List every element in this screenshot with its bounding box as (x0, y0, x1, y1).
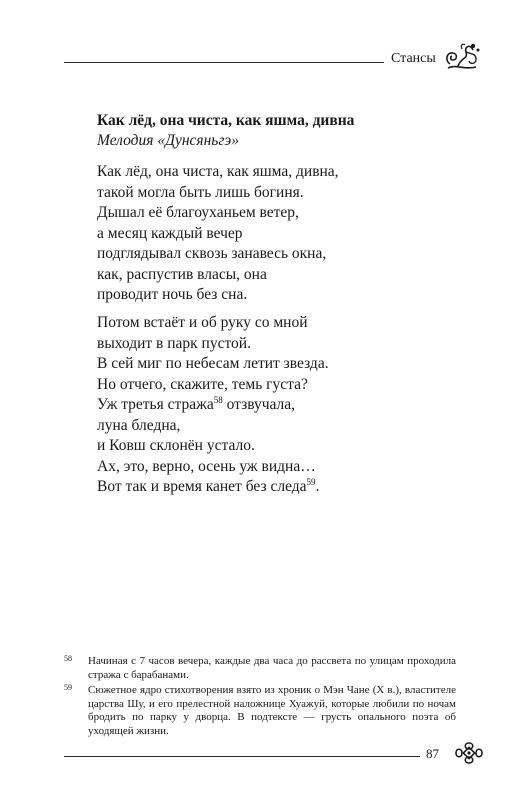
verse-line-with-footnote (97, 477, 329, 498)
floral-ornament-icon (442, 40, 482, 72)
verse-text: отзвучала, (222, 396, 296, 413)
verse-line: луна бледна, (97, 416, 181, 434)
verse-line: Ах, это, верно, осень уж видна… (97, 457, 316, 475)
footnote-text: Начиная с 7 часов вечера, каждые два часа до рассвета по улицам проходила стража с барабанами. (88, 655, 456, 681)
footnote-ref-58[interactable]: 58 (213, 395, 223, 405)
verse-line: подглядывал сквозь занавесь окна, (97, 245, 327, 262)
header-rule (64, 62, 384, 63)
poem-title: Как лёд, она чиста, как яшма, дивна (97, 112, 355, 129)
footnotes (64, 655, 456, 740)
verse-line: Потом встаёт и об руку со мной (97, 314, 308, 331)
verse-line: Дышал её благоуханьем ветер, (97, 204, 299, 221)
verse-line: выходит в парк пустой. (97, 334, 251, 352)
verse-line-with-footnote (97, 395, 329, 416)
running-header-title: Стансы (391, 51, 436, 66)
verse-line: В сей миг по небесам летит звезда. (97, 355, 329, 372)
knot-ornament-icon (452, 740, 486, 766)
verse-text: Вот так и время канет без следа (97, 478, 307, 495)
footnote (64, 655, 456, 682)
footer-rule (64, 756, 420, 757)
footnote-text: Сюжетное ядро стихотворения взято из хроник о Мэн Чане (X в.), властителе царства Шу, и его прелестной наложнице Хуажуй, которые любили по ночам бродить по парку у дворца. В подтексте — грусть опального поэта об уходящей жизни. (88, 684, 456, 737)
verse-line: Как лёд, она чиста, как яшма, дивна, (97, 163, 339, 180)
stanza-1 (97, 162, 339, 306)
footnote-number: 58 (64, 654, 72, 663)
verse-line: Но отчего, скажите, темь густа? (97, 375, 308, 393)
verse-line: а месяц каждый вечер (97, 224, 243, 242)
verse-text: . (315, 478, 320, 495)
verse-line: такой могла быть лишь богиня. (97, 183, 304, 201)
stanza-2 (97, 313, 329, 498)
footnote (64, 684, 456, 738)
verse-line: проводит ночь без сна. (97, 286, 248, 303)
poem-subtitle: Мелодия «Дунсяньгэ» (97, 132, 239, 149)
footnote-number: 59 (64, 683, 72, 692)
page-number: 87 (426, 746, 439, 761)
verse-line: и Ковш склонён устало. (97, 437, 255, 454)
verse-line: как, распустив власы, она (97, 265, 267, 283)
footnote-ref-59[interactable]: 59 (306, 477, 316, 487)
verse-text: Уж третья стража (97, 396, 214, 413)
